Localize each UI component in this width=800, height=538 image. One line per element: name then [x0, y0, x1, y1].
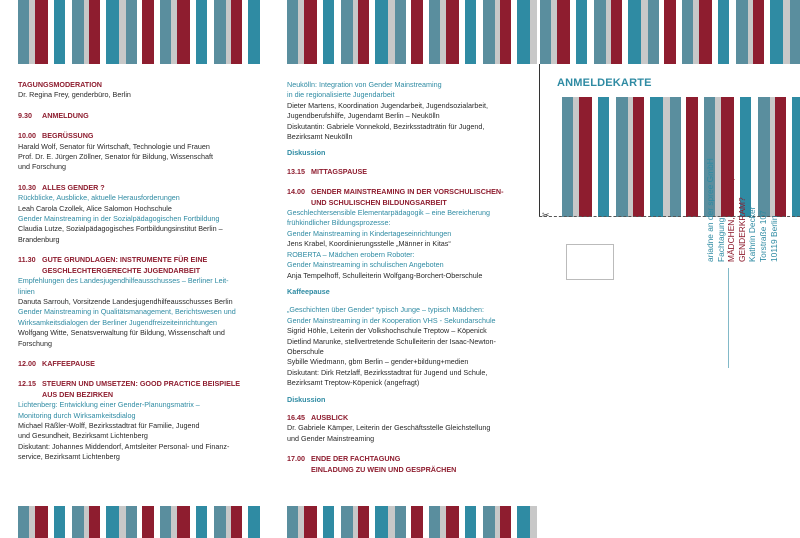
stripe: [177, 0, 190, 64]
stripe: [682, 0, 693, 64]
stripe: [579, 97, 592, 217]
stripe: [446, 506, 459, 538]
section-heading: 12.15 STEUERN UND UMSETZEN: GOOD PRACTICE BEISPIELE AUS DEN BEZIRKEN: [18, 379, 241, 399]
stripe: [476, 0, 483, 64]
stripe: [411, 506, 423, 538]
stripe: [670, 97, 681, 217]
stripe: [18, 0, 29, 64]
stripe: [323, 0, 334, 64]
topic-line: „Geschichten über Gender“ typisch Junge – typisch Mädchen:: [287, 305, 484, 315]
speaker-line: Forschung: [18, 338, 52, 348]
stripe: [142, 0, 154, 64]
stripe: [375, 0, 388, 64]
topic-line: in die regionalisierte Jugendarbeit: [287, 90, 395, 100]
stripe: [341, 506, 353, 538]
stripe: [753, 0, 764, 64]
speaker-line: Harald Wolf, Senator für Wirtschaft, Technologie und Frauen: [18, 141, 210, 151]
topic-line: Rückblicke, Ausblicke, aktuelle Herausforderungen: [18, 193, 180, 203]
stripe: [196, 0, 207, 64]
stripe: [72, 506, 84, 538]
speaker-line: Leah Carola Czollek, Alice Salomon Hochschule: [18, 203, 172, 213]
stripe: [594, 0, 606, 64]
topic-line: Gender Mainstreaming in Qualitätsmanagement, Berichtswesen und: [18, 307, 236, 317]
stripe: [411, 0, 423, 64]
speaker-line: Claudia Lutze, Sozialpädagogisches Fortbildungsinstitut Berlin –: [18, 224, 223, 234]
stripe: [388, 0, 395, 64]
program-section: [18, 183, 263, 245]
speaker-line: und Gesundheit, Bezirksamt Lichtenberg: [18, 431, 148, 441]
stripe: [540, 0, 551, 64]
stripe: [576, 0, 587, 64]
stripe: [160, 506, 171, 538]
program-section: [287, 187, 532, 281]
stripe: [609, 97, 616, 217]
section-heading: 13.15 MITTAGSPAUSE: [287, 166, 368, 176]
stripe: [587, 0, 594, 64]
program-section: [18, 255, 263, 349]
stripe: [72, 0, 84, 64]
stamp-box: [566, 244, 614, 280]
stripe: [483, 0, 495, 64]
topic-line: Gender Mainstreaming in der Sozialpädagogischen Fortbildung: [18, 214, 220, 224]
program-section: [18, 80, 263, 101]
stripe: [375, 506, 388, 538]
topic-line: ROBERTA – Mädchen erobern Roboter:: [287, 249, 415, 259]
program-section: [287, 454, 532, 475]
stripe: [686, 97, 698, 217]
stripe: [729, 0, 736, 64]
address-line: Fachtagung: [715, 217, 726, 262]
stripe: [598, 97, 609, 217]
program-section: [18, 131, 263, 173]
address-line: Torstraße 107: [757, 210, 768, 262]
speaker-line: Brandenburg: [18, 234, 60, 244]
address-rule: [728, 268, 729, 368]
speaker-line: Prof. Dr. E. Jürgen Zöllner, Senator für Bildung, Wissenschaft: [18, 152, 213, 162]
stripe: [628, 0, 641, 64]
stripe: [429, 0, 440, 64]
stripe: [214, 0, 226, 64]
speaker-line: Jugendberufshilfe, Jugendamt Berlin – Neukölln: [287, 111, 440, 121]
stripe: [207, 506, 214, 538]
stripe: [641, 0, 648, 64]
card-fold-edge: [539, 64, 540, 216]
stripe: [196, 506, 207, 538]
stripe: [207, 0, 214, 64]
speaker-line: Wolfgang Witte, Senatsverwaltung für Bildung, Wissenschaft und: [18, 328, 225, 338]
stripe: [287, 506, 298, 538]
section-heading: 10.00 BEGRÜSSUNG: [18, 131, 94, 141]
stripe: [616, 97, 628, 217]
speaker-line: Oberschule: [287, 346, 324, 356]
topic-line: Geschlechtersensible Elementarpädagogik – eine Bereicherung: [287, 208, 490, 218]
section-heading: 9.30 ANMELDUNG: [18, 110, 89, 120]
stripe: [500, 506, 511, 538]
stripe: [323, 506, 334, 538]
stripe: [126, 0, 137, 64]
topic-line: Gender Mainstreaming in schulischen Angeboten: [287, 260, 444, 270]
stripe: [334, 506, 341, 538]
stripe: [89, 506, 100, 538]
stripe: [35, 506, 48, 538]
stripe: [89, 0, 100, 64]
address-line: MÄDCHEN, JUNGEN,: [726, 178, 737, 262]
stripe: [633, 97, 644, 217]
stripe: [106, 0, 119, 64]
stripe: [65, 506, 72, 538]
speaker-line: Sybille Wiedmann, gbm Berlin – gender+bildung+medien: [287, 357, 469, 367]
program-section: [18, 359, 263, 369]
stripe-band-top-middle: [287, 0, 537, 64]
stripe: [530, 0, 537, 64]
speaker-line: Diskutant: Dirk Retzlaff, Bezirksstadtrat für Jugend und Schule,: [287, 367, 488, 377]
speaker-line: Anja Tempelhoff, Schulleiterin Wolfgang-Borchert-Oberschule: [287, 270, 483, 280]
topic-line: frühkindlicher Bildungsprozesse:: [287, 218, 391, 228]
stripe: [500, 0, 511, 64]
stripe: [119, 506, 126, 538]
scissors-icon: ✂: [542, 210, 550, 220]
speaker-line: Danuta Sarrouh, Vorsitzende Landesjugendhilfeausschusses Berlin: [18, 296, 233, 306]
stripe: [358, 506, 369, 538]
stripe: [54, 0, 65, 64]
speaker-line: Dr. Regina Frey, genderbüro, Berlin: [18, 90, 131, 100]
stripe: [663, 97, 670, 217]
section-heading: 14.00 GENDER MAINSTREAMING IN DER VORSCHULISCHEN- UND SCHULISCHEN BILDUNGSARBEIT: [287, 187, 504, 207]
program-column-right: [287, 80, 532, 485]
stripe: [231, 506, 242, 538]
topic-line: Monitoring durch Wirksamkeitsdialog: [18, 410, 136, 420]
stripe: [650, 97, 663, 217]
stripe: [517, 506, 530, 538]
topic-line: Lichtenberg: Entwicklung einer Gender-Planungsmatrix –: [18, 400, 200, 410]
section-heading: TAGUNGSMODERATION: [18, 80, 102, 89]
topic-line: Neukölln: Integration von Gender Mainstreaming: [287, 80, 442, 89]
speaker-line: Michael Räßler-Wolff, Bezirksstadtrat für Familie, Jugend: [18, 420, 200, 430]
stripe: [334, 0, 341, 64]
stripe-band-top-left: [18, 0, 260, 64]
stripe: [648, 0, 659, 64]
speaker-line: Bezirksamt Treptow-Köpenick (angefragt): [287, 378, 420, 388]
stripe-band-bottom-left: [18, 506, 260, 538]
stripe: [429, 506, 440, 538]
break-label: Kaffeepause: [287, 286, 330, 296]
stripe: [465, 506, 476, 538]
speaker-line: Dietlind Marunke, stellvertretende Schulleiterin der Isaac-Newton-: [287, 336, 496, 346]
stripe: [557, 0, 570, 64]
speaker-line: Diskutantin: Gabriele Vonnekold, Bezirksstadträtin für Jugend,: [287, 121, 485, 131]
stripe: [304, 0, 317, 64]
stripe: [106, 506, 119, 538]
stripe: [465, 0, 476, 64]
stripe: [119, 0, 126, 64]
stripe: [770, 0, 783, 64]
discussion-label: Diskussion: [287, 148, 326, 158]
stripe: [177, 506, 190, 538]
discussion-label: Diskussion: [287, 394, 326, 404]
stripe: [395, 506, 406, 538]
stripe: [126, 506, 137, 538]
stripe: [483, 506, 495, 538]
stripe-band-bottom-middle: [287, 506, 537, 538]
stripe: [35, 0, 48, 64]
topic-line: linien: [18, 286, 35, 296]
stripe: [530, 506, 537, 538]
program-column-left: [18, 80, 263, 473]
speaker-line: Diskutant: Johannes Middendorf, Amtsleiter Personal- und Finanz-: [18, 441, 230, 451]
topic-line: Gender Mainstreaming in der Kooperation VHS - Sekundarschule: [287, 315, 496, 325]
section-heading: 11.30 GUTE GRUNDLAGEN: INSTRUMENTE FÜR EINE GESCHLECHTERGERECHTE JUGENDARBEIT: [18, 255, 208, 275]
stripe: [214, 506, 226, 538]
stripe: [54, 506, 65, 538]
stripe: [65, 0, 72, 64]
address-line: 10119 Berlin: [768, 215, 779, 262]
address-line: GENDERKRAM?: [736, 197, 747, 262]
stripe: [611, 0, 622, 64]
section-heading: 17.00 ENDE DER FACHTAGUNG EINLADUNG ZU WEIN UND GESPRÄCHEN: [287, 454, 457, 474]
card-title: ANMELDEKARTE: [557, 77, 652, 89]
stripe: [517, 0, 530, 64]
stripe: [664, 0, 676, 64]
program-section: [287, 80, 532, 142]
stripe: [142, 506, 154, 538]
stripe: [388, 506, 395, 538]
program-section: [18, 111, 263, 121]
section-heading: 10.30 ALLES GENDER ?: [18, 182, 105, 192]
stripe: [248, 506, 260, 538]
stripe-band-top-right: [540, 0, 800, 64]
stripe: [358, 0, 369, 64]
section-heading: 12.00 KAFFEEPAUSE: [18, 358, 95, 368]
address-line: Kathrin Decker: [747, 206, 758, 262]
stripe: [287, 0, 298, 64]
address-block: [705, 152, 779, 262]
stripe: [160, 0, 171, 64]
stripe: [304, 506, 317, 538]
stripe: [736, 0, 748, 64]
stripe: [790, 0, 800, 64]
speaker-line: Jens Krabel, Koordinierungsstelle „Männer in Kitas“: [287, 239, 451, 249]
stripe: [718, 0, 729, 64]
stripe: [248, 0, 260, 64]
stripe: [699, 0, 712, 64]
stripe: [792, 97, 800, 217]
program-section: [287, 305, 532, 388]
stripe: [783, 0, 790, 64]
speaker-line: und Forschung: [18, 162, 66, 172]
topic-line: Gender Mainstreaming in Kindertageseinrichtungen: [287, 228, 452, 238]
speaker-line: Bezirksamt Neukölln: [287, 132, 353, 142]
stripe: [395, 0, 406, 64]
section-heading: 16.45 AUSBLICK: [287, 412, 349, 422]
stripe: [562, 97, 573, 217]
stripe: [446, 0, 459, 64]
address-sender: ariadne an der spree GmbH: [705, 158, 715, 262]
program-section: [287, 167, 532, 177]
speaker-line: Dieter Martens, Koordination Jugendarbeit, Jugendsozialarbeit,: [287, 100, 488, 110]
speaker-line: service, Bezirksamt Lichtenberg: [18, 452, 120, 462]
stripe: [18, 506, 29, 538]
stripe: [476, 506, 483, 538]
program-section: [18, 379, 263, 462]
topic-line: Empfehlungen des Landesjugendhilfeausschusses – Berliner Leit-: [18, 276, 229, 286]
stripe: [231, 0, 242, 64]
speaker-line: Sigrid Höhle, Leiterin der Volkshochschule Treptow – Köpenick: [287, 326, 487, 336]
program-section: 16.45 AUSBLICK Dr. Gabriele Kämper, Leiterin der Geschäftsstelle Gleichstellung und Gender Mainstreaming: [287, 413, 532, 444]
topic-line: Wirksamkeitsdialogen der Berliner Jugendfreizeiteinrichtungen: [18, 317, 217, 327]
stripe: [341, 0, 353, 64]
